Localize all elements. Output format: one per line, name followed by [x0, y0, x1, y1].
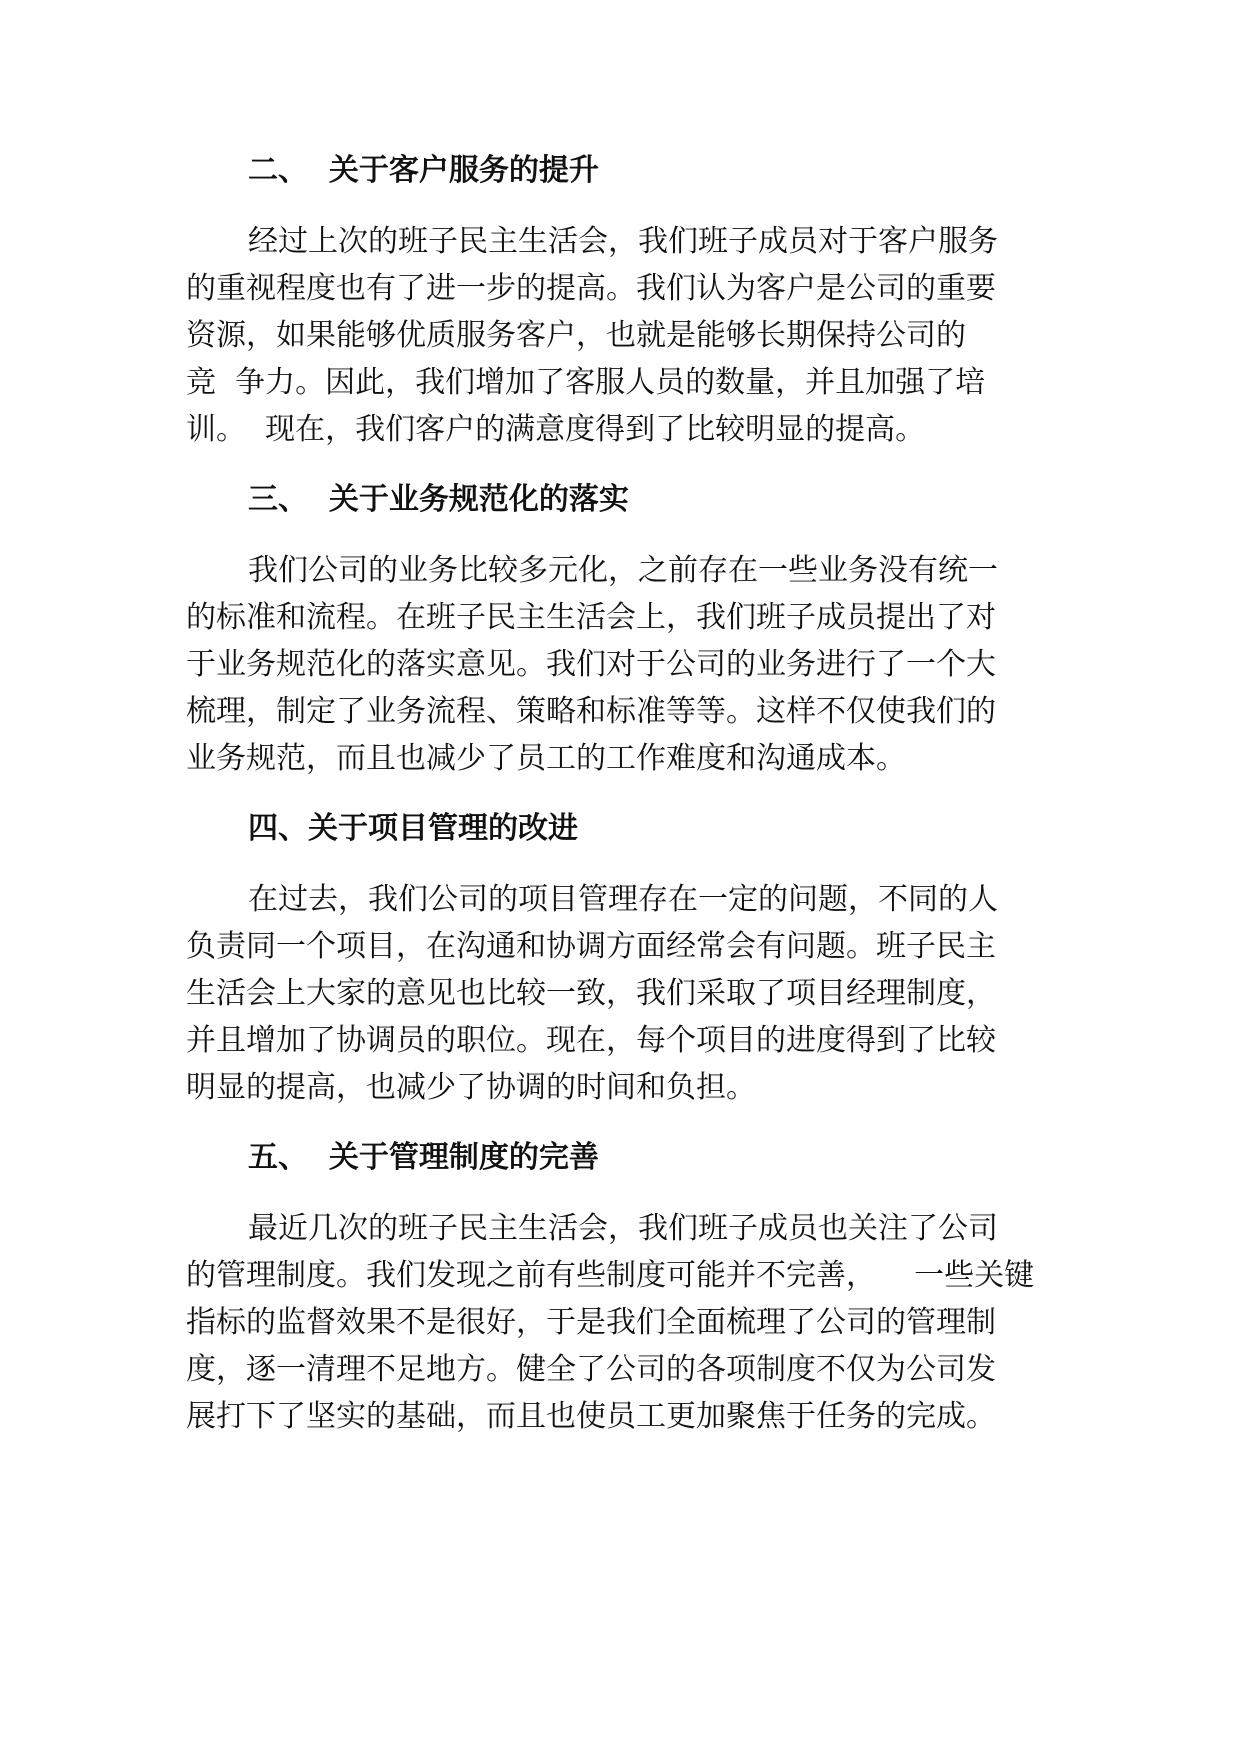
section-paragraph	[186, 876, 1056, 1111]
paragraph-line: 竞 争力。因此，我们增加了客服人员的数量，并且加强了培	[186, 365, 986, 400]
section-project-management	[186, 808, 1056, 1111]
paragraph-line: 负责同一个项目，在沟通和协调方面经常会有问题。班子民主	[186, 929, 996, 964]
paragraph-line: 我们公司的业务比较多元化，之前存在一些业务没有统一	[248, 553, 998, 588]
paragraph-line: 最近几次的班子民主生活会，我们班子成员也关注了公司	[248, 1211, 998, 1246]
paragraph-line: 的重视程度也有了进一步的提高。我们认为客户是公司的重要	[186, 271, 996, 306]
paragraph-line: 的管理制度。我们发现之前有些制度可能并不完善， 一些关键	[186, 1258, 1035, 1293]
paragraph-line: 于业务规范化的落实意见。我们对于公司的业务进行了一个大	[186, 647, 996, 682]
section-business-standardization	[186, 479, 1056, 782]
section-heading: 五、 关于管理制度的完善	[248, 1140, 599, 1175]
section-customer-service	[186, 150, 1056, 453]
paragraph-line: 业务规范，而且也减少了员工的工作难度和沟通成本。	[186, 741, 906, 776]
section-paragraph	[186, 1205, 1056, 1440]
section-heading: 三、 关于业务规范化的落实	[248, 482, 629, 517]
paragraph-line: 的标准和流程。在班子民主生活会上，我们班子成员提出了对	[186, 600, 996, 635]
section-heading: 二、 关于客户服务的提升	[248, 153, 599, 188]
section-heading: 四、关于项目管理的改进	[248, 811, 578, 846]
paragraph-line: 展打下了坚实的基础，而且也使员工更加聚焦于任务的完成。	[186, 1399, 996, 1434]
document-body	[186, 150, 1056, 1466]
paragraph-line: 经过上次的班子民主生活会，我们班子成员对于客户服务	[248, 224, 998, 259]
paragraph-line: 训。 现在，我们客户的满意度得到了比较明显的提高。	[186, 412, 926, 447]
paragraph-line: 指标的监督效果不是很好，于是我们全面梳理了公司的管理制	[186, 1305, 996, 1340]
section-paragraph	[186, 547, 1056, 782]
paragraph-line: 生活会上大家的意见也比较一致，我们采取了项目经理制度，	[186, 976, 996, 1011]
paragraph-line: 资源，如果能够优质服务客户，也就是能够长期保持公司的	[186, 318, 966, 353]
paragraph-line: 度，逐一清理不足地方。健全了公司的各项制度不仅为公司发	[186, 1352, 996, 1387]
paragraph-line: 并且增加了协调员的职位。现在，每个项目的进度得到了比较	[186, 1023, 996, 1058]
paragraph-line: 在过去，我们公司的项目管理存在一定的问题，不同的人	[248, 882, 998, 917]
section-management-system	[186, 1137, 1056, 1440]
paragraph-line: 明显的提高，也减少了协调的时间和负担。	[186, 1070, 756, 1105]
paragraph-line: 梳理，制定了业务流程、策略和标准等等。这样不仅使我们的	[186, 694, 996, 729]
section-paragraph	[186, 218, 1056, 453]
